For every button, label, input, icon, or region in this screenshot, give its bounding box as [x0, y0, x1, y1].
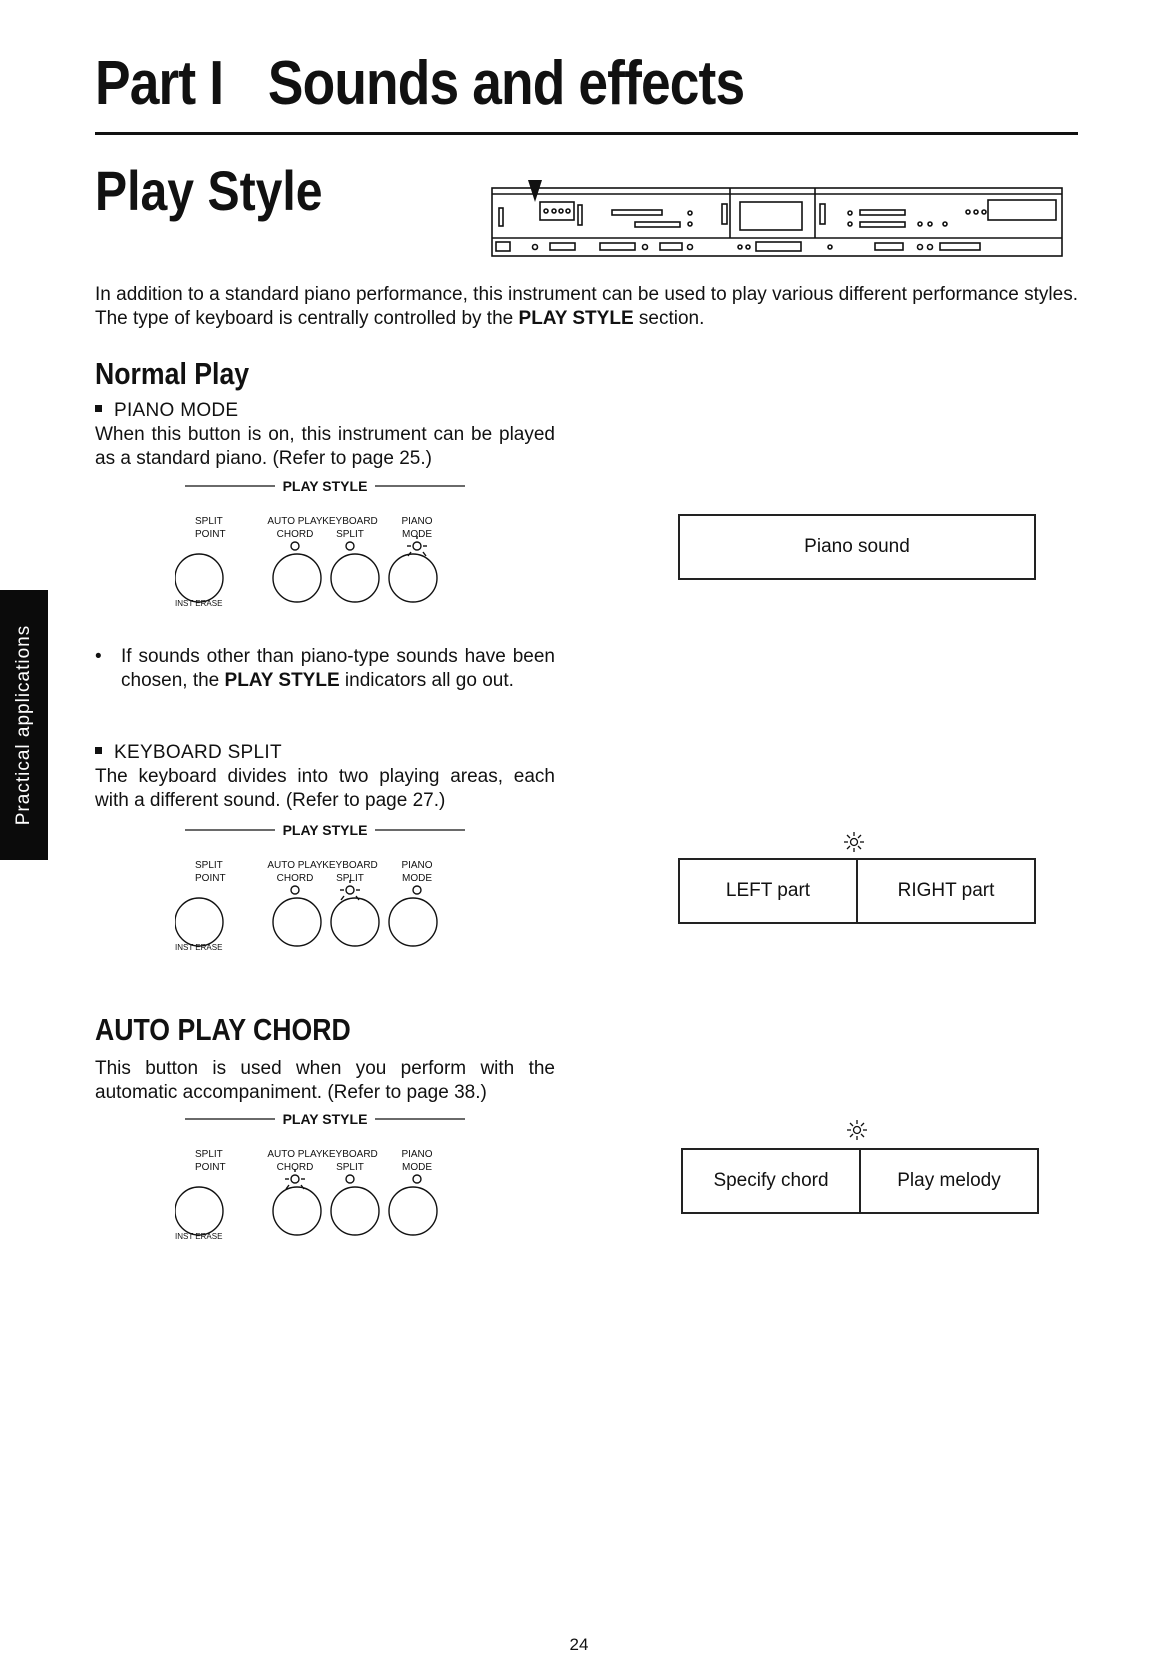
svg-text:INST ERASE: INST ERASE	[175, 599, 223, 608]
svg-text:MODE: MODE	[402, 529, 432, 540]
control-panel-illustration	[490, 180, 1065, 260]
svg-text:INST ERASE: INST ERASE	[175, 1232, 223, 1241]
play-style-diagram-2-svg	[175, 822, 475, 962]
keyboard-split-subheading: KEYBOARD SPLIT	[95, 742, 282, 764]
indicator-piano-mode-icon	[413, 886, 421, 894]
section-title: Play Style	[95, 159, 323, 222]
indicator-auto-play-lit-icon	[291, 1175, 299, 1183]
split-point-lit-icon	[842, 830, 866, 854]
bullet-dot: •	[95, 646, 102, 667]
chord-split-lit-icon	[845, 1118, 869, 1142]
play-style-diagram-keyboard-split	[175, 822, 475, 962]
piano-mode-description: When this button is on, this instrument can be played as a standard piano. (Refer to page 25.)	[95, 424, 555, 469]
svg-text:SPLIT: SPLIT	[336, 873, 364, 884]
page-number: 24	[569, 1635, 589, 1654]
button-piano-mode-icon	[389, 1187, 437, 1235]
ps3-title: PLAY STYLE	[282, 1111, 368, 1127]
play-style-diagram-piano-mode	[175, 478, 475, 618]
svg-text:POINT: POINT	[195, 529, 226, 540]
svg-text:AUTO PLAY: AUTO PLAY	[267, 516, 323, 527]
indicator-piano-mode-icon	[413, 1175, 421, 1183]
play-melody-label: Play melody	[859, 1150, 1037, 1212]
indicator-keyboard-split-lit-icon	[346, 886, 354, 894]
button-keyboard-split-icon	[331, 1187, 379, 1235]
part-title-text: Sounds and effects	[267, 49, 745, 118]
side-tab-label: Practical applications	[13, 624, 34, 826]
indicator-auto-play-icon	[291, 886, 299, 894]
intro-emphasis: PLAY STYLE	[518, 308, 634, 329]
piano-mode-note: • If sounds other than piano-type sounds have been chosen, the PLAY STYLE indicators all go out.	[95, 646, 555, 691]
svg-text:CHORD: CHORD	[276, 529, 314, 540]
keyboard-split-display	[678, 858, 1036, 924]
button-split-point-icon	[175, 898, 223, 946]
ps1-title: PLAY STYLE	[282, 478, 368, 494]
button-piano-mode-icon	[389, 554, 437, 602]
svg-text:SPLIT: SPLIT	[195, 860, 223, 871]
button-auto-play-chord-icon	[273, 898, 321, 946]
note-emphasis: PLAY STYLE	[224, 670, 340, 691]
svg-text:SPLIT: SPLIT	[336, 529, 364, 540]
normal-play-heading: Normal Play	[95, 356, 250, 391]
indicator-auto-play-icon	[291, 542, 299, 550]
play-style-diagram-3-svg	[175, 1111, 475, 1251]
svg-text:KEYBOARD: KEYBOARD	[322, 1149, 378, 1160]
piano-sound-display	[678, 514, 1036, 580]
button-auto-play-chord-icon	[273, 554, 321, 602]
svg-text:CHORD: CHORD	[276, 873, 314, 884]
svg-text:POINT: POINT	[195, 873, 226, 884]
svg-text:AUTO PLAY: AUTO PLAY	[267, 1149, 323, 1160]
indicator-keyboard-split-icon	[346, 1175, 354, 1183]
button-split-point-icon	[175, 554, 223, 602]
specify-chord-label: Specify chord	[713, 1170, 829, 1191]
indicator-keyboard-split-icon	[346, 542, 354, 550]
svg-text:KEYBOARD: KEYBOARD	[322, 516, 378, 527]
auto-play-chord-display	[681, 1148, 1039, 1214]
svg-text:SPLIT: SPLIT	[336, 1162, 364, 1173]
keyboard-split-description: The keyboard divides into two playing areas, each with a different sound. (Refer to page 27.)	[95, 766, 555, 811]
button-keyboard-split-icon	[331, 898, 379, 946]
button-auto-play-chord-icon	[273, 1187, 321, 1235]
part-title	[95, 48, 744, 119]
header-rule	[95, 132, 1078, 135]
auto-play-chord-description: This button is used when you perform with the automatic accompaniment. (Refer to page 38.)	[95, 1058, 555, 1103]
svg-text:CHORD: CHORD	[276, 1162, 314, 1173]
svg-text:MODE: MODE	[402, 1162, 432, 1173]
right-part-label: RIGHT part	[856, 860, 1034, 922]
svg-text:PIANO: PIANO	[401, 516, 433, 527]
side-tab	[0, 590, 48, 860]
piano-mode-subheading: PIANO MODE	[95, 400, 238, 422]
svg-text:SPLIT: SPLIT	[195, 1149, 223, 1160]
left-part-label: LEFT part	[725, 880, 811, 901]
indicator-piano-mode-lit-icon	[413, 542, 421, 550]
piano-sound-label: Piano sound	[804, 536, 910, 557]
auto-play-chord-heading: AUTO PLAY CHORD	[95, 1012, 351, 1047]
svg-text:PIANO: PIANO	[401, 1149, 433, 1160]
svg-text:SPLIT: SPLIT	[195, 516, 223, 527]
button-split-point-icon	[175, 1187, 223, 1235]
part-label: Part I	[95, 49, 224, 118]
square-bullet-icon	[95, 747, 102, 754]
play-style-diagram-1-svg	[175, 478, 475, 618]
ps2-title: PLAY STYLE	[282, 822, 368, 838]
svg-text:POINT: POINT	[195, 1162, 226, 1173]
svg-text:MODE: MODE	[402, 873, 432, 884]
button-keyboard-split-icon	[331, 554, 379, 602]
svg-text:INST ERASE: INST ERASE	[175, 943, 223, 952]
pointer-arrow-icon	[528, 180, 542, 202]
svg-text:PIANO: PIANO	[401, 860, 433, 871]
button-piano-mode-icon	[389, 898, 437, 946]
square-bullet-icon	[95, 405, 102, 412]
svg-text:AUTO PLAY: AUTO PLAY	[267, 860, 323, 871]
play-style-diagram-auto-play-chord	[175, 1111, 475, 1251]
svg-text:KEYBOARD: KEYBOARD	[322, 860, 378, 871]
intro-paragraph: In addition to a standard piano performance, this instrument can be used to play various different performance styles. The type of keyboard is centrally controlled by the PLAY STYLE section.	[95, 284, 1078, 329]
